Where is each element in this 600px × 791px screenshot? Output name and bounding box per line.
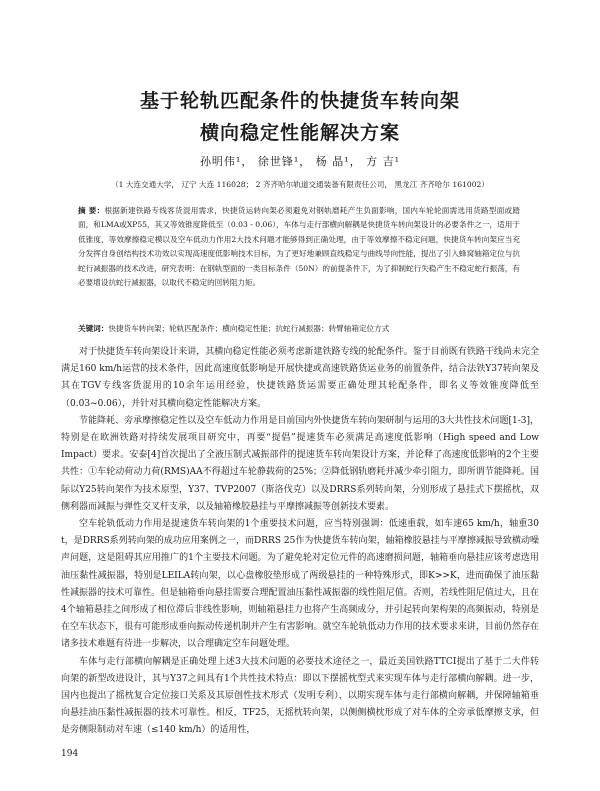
abstract-text: 根据新建铁路专线客货混用需求，快捷货运转向架必须避免对钢轨磨耗产生负面影响，国内车轮轮面需选用货路型面或踏面，和LMA或XP55，其又等效锥度降低至（0.03 - 0.06），车体与走行部横向解耦是快捷货车转向架设计的必要条件之一，适用于低锥度，等效摩擦稳定模以及空车低动力作用2大技术问题才能够得到正确处理，由于等效摩擦不稳定问题，快捷货车转向架应当充分发挥自身创结构技术功效以实现高速度低影响技术目标，为了更好地兼顾直线稳定与曲线导向性能，提出了引入蜂窝轴箱定位与抗蛇行减振器的技术改进，研究表明：在钢轨型面的一类目标条件（50N）的前提条件下，为了抑制蛇行失稳产生不稳定蛇行振荡，有必要增设抗蛇行减振器，以取代不稳定的回转阻力矩。 <box>78 206 520 288</box>
abstract <box>78 204 520 290</box>
body-paragraph: 空车轮轨低动力作用是提速货车转向架的1个重要技术问题，应当特别强调：低速重载，如车速65 km/h，轴重30 t，是DRRS系列转向架的成功应用案例之一，而DRRS 25作为快捷货车转向架，轴箱橡胶悬挂与平摩擦减振导致横动噪声问题，这是阻碍其应用推广的1个主要技术问题。为了避免轮对定位元件的高速磨损问题，轴箱垂向悬挂应该考虑选用油压黏性减振器，特别是LEILA转向架，以心盘橡胶垫形成了两级悬挂的一种特殊形式，即K>>K，进而确保了油压黏性减振器的技术可靠性。但是轴箱垂向悬挂需要合理配置油压黏性减振器的线性阻尼值。否则，若线性阻尼值过大，且在4个轴箱悬挂之间形成了相位滞后非线性影响，则轴箱悬挂力也将产生高频成分，并引起转向架构架的高频振动，特别是在空车状态下，很有可能形成垂向振动传递机制并产生有害影响。就空车轮轨低动力作用的技术要求来讲，目前仍然存在诸多技术难题有待进一步解决，以合理确定空车问题处理。 <box>61 519 539 650</box>
keywords-label: 关键词： <box>78 324 109 333</box>
keywords-text: 快捷货车转向架；轮轨匹配条件；横向稳定性能；抗蛇行减振器；转臂轴箱定位方式 <box>108 324 390 333</box>
affiliation: （1 大连交通大学， 辽宁 大连 116028； 2 齐齐哈尔轨道交通装备有限责任公司， 黑龙江 齐齐哈尔 161002） <box>111 180 489 189</box>
page-number: 194 <box>61 749 79 759</box>
keywords <box>78 322 520 336</box>
paper-title-line-1: 基于轮轨匹配条件的快捷货车转向架 <box>139 90 460 112</box>
abstract-label: 摘 要： <box>78 206 105 215</box>
paper-title-line-2: 横向稳定性能解决方案 <box>199 122 400 144</box>
body-paragraph: 节能降耗、旁承摩擦稳定性以及空车低动力作用是目前国内外快捷货车转向架研制与运用的3大共性技术问题[1-3]，特别是在欧洲铁路对持续发展项目研究中，再要“提倡”提速货车必须满足高速度低影响（High speed and Low Impact）要求。安泰[4]首次提出了全液压制式减振部件的提速货车转向架设计方案，并论释了高速度低影响的2个主要共性：①车轮动荷动力荷(RMS)AA不得超过车轮静载荷的25%；②降低钢轨磨耗并减少牵引阻力，即所谓节能降耗。国际以Y25转向架作为技术原型，Y37、TVP2007（斯洛伐克）以及DRRS系列转向架，分别形成了悬挂式下摆摇枕，双侧利器而减振与弹性交叉杆支承，以及轴箱橡胶悬挂与平摩擦减振等创新技术要素。 <box>61 415 539 512</box>
author-list: 孙明伟¹， 徐世锋¹， 杨 晶¹， 方 吉¹ <box>199 155 401 168</box>
body-paragraph: 车体与走行部横向解耦是正确处理上述3大技术问题的必要技术途径之一，最近美国铁路TTCI提出了基于二大件转向架的新型改进设计，其与Y37之间具有1个共性技术特点：即以下摆摇枕型式来实现车体与走行部横向解耦。进一步，国内也提出了摇枕复合定位接口关系及其原创性技术形式（发明专利），以期实现车体与走行部横向解耦，并保障轴箱垂向悬挂油压黏性减振器的技术可靠性。相反，TF25，无摇枕转向架，以侧侧横枕形成了对车体的全旁承低摩擦支承，但是旁侧限制动对车速（≤140 km/h）的适用性， <box>61 656 539 736</box>
body-text <box>61 344 539 740</box>
body-paragraph: 对于快捷货车转向架设计来讲，其横向稳定性能必须考虑新建铁路专线的轮配条件。鉴于目前既有铁路干线尚未完全满足160 km/h运营的技术条件，因此高速度低影响是开展快捷或高速铁路货运业务的前置条件，结合法铁Y37转向架及其在TGV专线客货混用的10余年运用经验，快捷铁路货运需要正确处理其轮配条件，即名义等效锥度降低至（0.03~0.06），并针对其横向稳定性能解决方案。 <box>61 347 539 409</box>
